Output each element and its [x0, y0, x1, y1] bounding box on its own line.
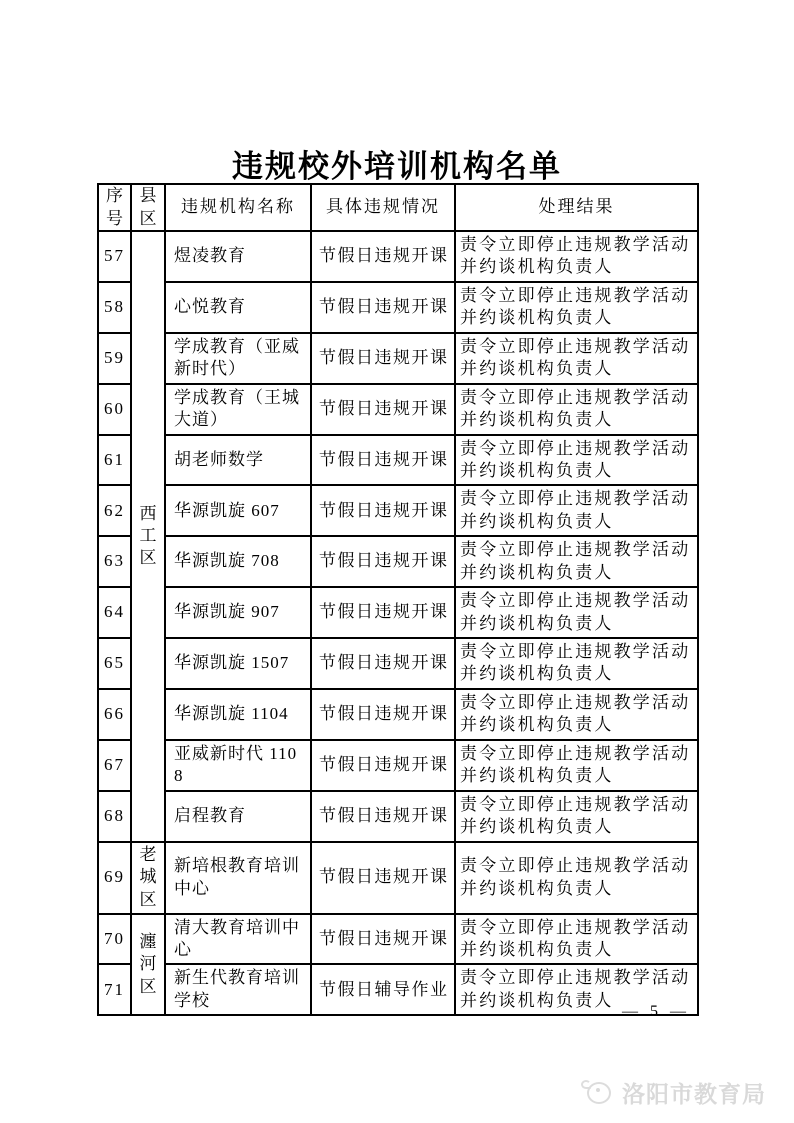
institution-name: 华源凯旋 907: [165, 587, 311, 638]
violation-detail: 节假日辅导作业: [311, 964, 455, 1015]
institution-name: 学成教育（亚威新时代）: [165, 333, 311, 384]
serial-number: 62: [98, 485, 131, 536]
violation-detail: 节假日违规开课: [311, 231, 455, 282]
district-cell-chanhe: 瀍河区: [131, 914, 165, 1016]
violation-detail: 节假日违规开课: [311, 689, 455, 740]
serial-number: 60: [98, 384, 131, 435]
header-violation-detail: 具体违规情况: [311, 184, 455, 231]
table-row: [98, 964, 698, 1015]
result: 责令立即停止违规教学活动并约谈机构负责人: [455, 791, 698, 842]
table-header-row: [98, 184, 698, 231]
header-district: 县区: [131, 184, 165, 231]
table-row: [98, 842, 698, 914]
serial-number: 57: [98, 231, 131, 282]
table-row: [98, 435, 698, 486]
table-row: [98, 740, 698, 791]
violation-detail: 节假日违规开课: [311, 638, 455, 689]
institution-name: 煜凌教育: [165, 231, 311, 282]
institution-name: 新培根教育培训中心: [165, 842, 311, 914]
result: 责令立即停止违规教学活动并约谈机构负责人: [455, 384, 698, 435]
institution-name: 学成教育（王城大道）: [165, 384, 311, 435]
serial-number: 69: [98, 842, 131, 914]
violation-detail: 节假日违规开课: [311, 842, 455, 914]
result: 责令立即停止违规教学活动并约谈机构负责人: [455, 435, 698, 486]
violation-detail: 节假日违规开课: [311, 587, 455, 638]
result: 责令立即停止违规教学活动并约谈机构负责人: [455, 333, 698, 384]
serial-number: 63: [98, 536, 131, 587]
table-row: [98, 485, 698, 536]
result: 责令立即停止违规教学活动并约谈机构负责人: [455, 740, 698, 791]
table-row: [98, 587, 698, 638]
violation-detail: 节假日违规开课: [311, 333, 455, 384]
violation-detail: 节假日违规开课: [311, 536, 455, 587]
violation-detail: 节假日违规开课: [311, 740, 455, 791]
institution-name: 华源凯旋 1507: [165, 638, 311, 689]
institution-name: 华源凯旋 708: [165, 536, 311, 587]
serial-number: 71: [98, 964, 131, 1015]
table-row: [98, 282, 698, 333]
serial-number: 65: [98, 638, 131, 689]
education-bureau-logo-icon: [581, 1079, 615, 1107]
header-institution-name: 违规机构名称: [165, 184, 311, 231]
result: 责令立即停止违规教学活动并约谈机构负责人: [455, 842, 698, 914]
result: 责令立即停止违规教学活动并约谈机构负责人: [455, 587, 698, 638]
serial-number: 64: [98, 587, 131, 638]
district-cell-laocheng: 老城区: [131, 842, 165, 914]
institution-name: 清大教育培训中心: [165, 914, 311, 965]
violation-detail: 节假日违规开课: [311, 791, 455, 842]
institution-name: 启程教育: [165, 791, 311, 842]
violation-detail: 节假日违规开课: [311, 435, 455, 486]
institution-name: 华源凯旋 607: [165, 485, 311, 536]
serial-number: 67: [98, 740, 131, 791]
result: 责令立即停止违规教学活动并约谈机构负责人: [455, 536, 698, 587]
institution-name: 胡老师数学: [165, 435, 311, 486]
serial-number: 61: [98, 435, 131, 486]
table-row: [98, 791, 698, 842]
result: 责令立即停止违规教学活动并约谈机构负责人: [455, 689, 698, 740]
serial-number: 59: [98, 333, 131, 384]
serial-number: 70: [98, 914, 131, 965]
result: 责令立即停止违规教学活动并约谈机构负责人: [455, 638, 698, 689]
result: 责令立即停止违规教学活动并约谈机构负责人: [455, 964, 698, 1015]
result: 责令立即停止违规教学活动并约谈机构负责人: [455, 485, 698, 536]
result: 责令立即停止违规教学活动并约谈机构负责人: [455, 914, 698, 965]
serial-number: 66: [98, 689, 131, 740]
header-result: 处理结果: [455, 184, 698, 231]
footer-watermark: [581, 1076, 766, 1109]
institution-name: 华源凯旋 1104: [165, 689, 311, 740]
violation-detail: 节假日违规开课: [311, 914, 455, 965]
header-serial-number: 序号: [98, 184, 131, 231]
table-row: [98, 333, 698, 384]
table-row: [98, 638, 698, 689]
institution-name: 亚威新时代 1108: [165, 740, 311, 791]
result: 责令立即停止违规教学活动并约谈机构负责人: [455, 231, 698, 282]
table-row: [98, 536, 698, 587]
district-cell-xigong: 西工区: [131, 231, 165, 842]
page-number: — 5 —: [622, 1003, 690, 1020]
table-row: [98, 914, 698, 965]
serial-number: 68: [98, 791, 131, 842]
table-row: [98, 689, 698, 740]
institution-name: 心悦教育: [165, 282, 311, 333]
result: 责令立即停止违规教学活动并约谈机构负责人: [455, 282, 698, 333]
footer-watermark-text: 洛阳市教育局: [622, 1082, 766, 1107]
table-row: [98, 231, 698, 282]
violation-detail: 节假日违规开课: [311, 485, 455, 536]
institution-name: 新生代教育培训学校: [165, 964, 311, 1015]
serial-number: 58: [98, 282, 131, 333]
violations-table-container: [97, 183, 699, 1016]
violation-detail: 节假日违规开课: [311, 384, 455, 435]
violation-detail: 节假日违规开课: [311, 282, 455, 333]
page-title: 违规校外培训机构名单: [232, 149, 562, 184]
table-row: [98, 384, 698, 435]
violations-table: [97, 183, 699, 1016]
